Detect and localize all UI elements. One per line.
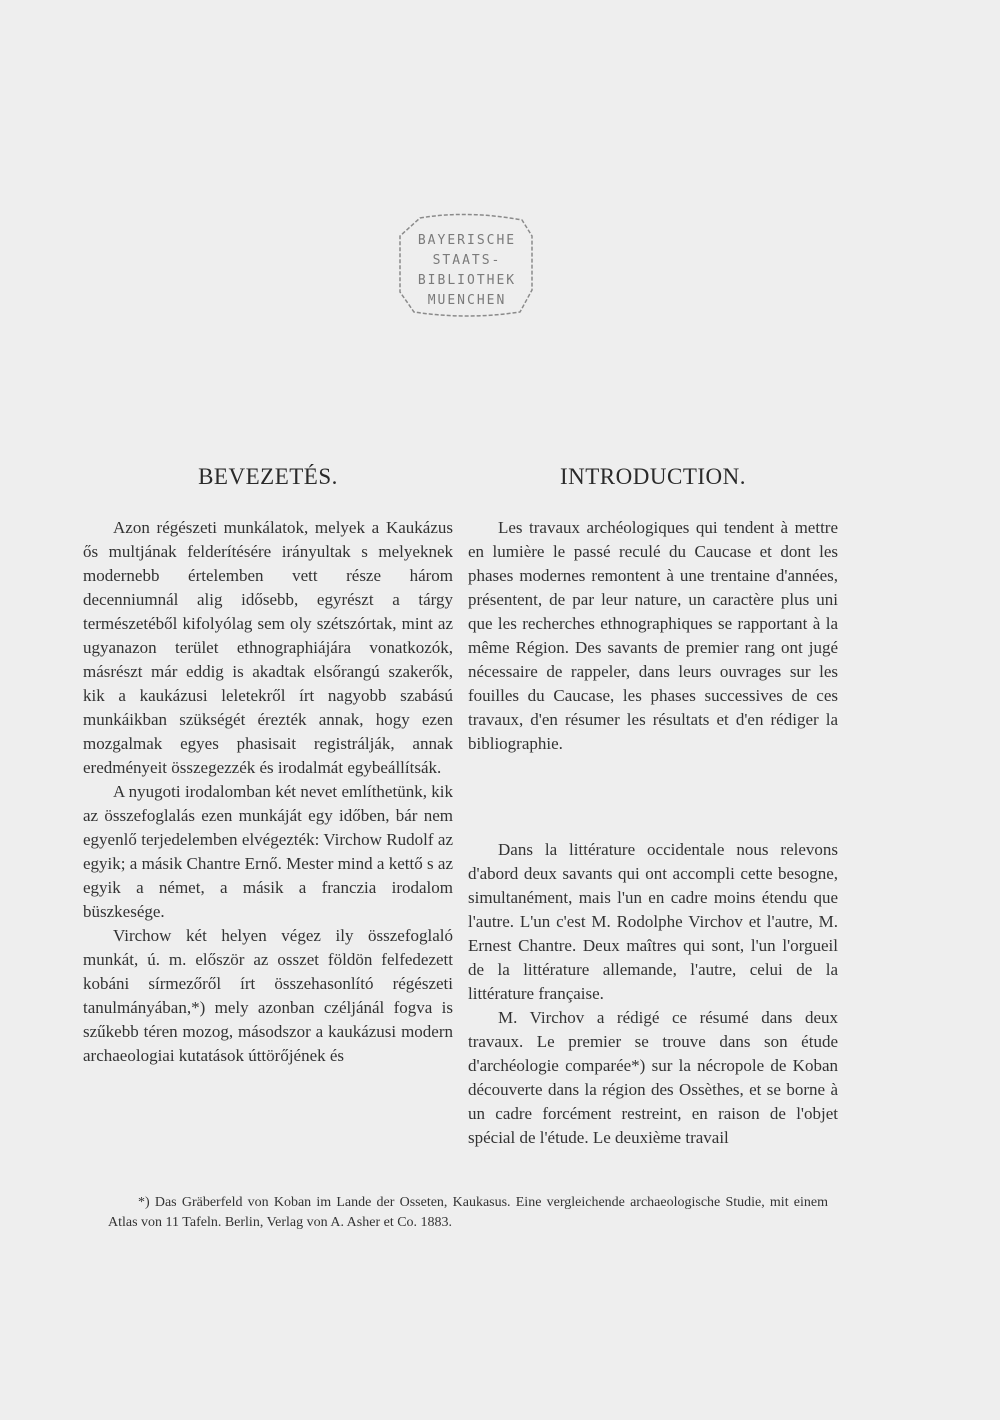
french-column (468, 462, 838, 1150)
stamp-line-4: MUENCHEN (427, 293, 507, 308)
paragraph: Virchow két helyen végez ily összefoglaló munkát, ú. m. először az osszet földön felfedezett kobáni sírmezőről írt összehasonlító régészeti tanulmányában,*) mely azonban czéljánál fogva is szűkebb téren mozog, másodszor a kaukázusi modern archaeologiai kutatások úttörőjének és (83, 926, 453, 1065)
heading-bevezetes: BEVEZETÉS. (198, 464, 338, 489)
heading-introduction: INTRODUCTION. (559, 464, 746, 489)
paragraph: Les travaux archéologiques qui tendent à mettre en lumière le passé reculé du Caucase et dont les phases modernes remontent à une trentaine d'années, présentent, de par leur nature, un caractère plus uni que les recherches ethnographiques se rapportant à la même Région. Des savants de premier rang ont jugé nécessaire de rappeler, dans leurs ouvrages sur les fouilles du Caucase, les phases successives de ces travaux, d'en résumer les résultats et d'en rédiger la bibliographie. (468, 518, 838, 753)
library-stamp (392, 212, 542, 320)
stamp-line-2: STAATS- (432, 253, 502, 268)
paragraph: A nyugoti irodalomban két nevet említhetünk, kik az összefoglalás ezen munkáját egy időben, bár nem egyenlő terjedelemben elvégezték: Virchow Rudolf az egyik; a másik Chantre Ernő. Mester mind a kettő s az egyik a német, a másik a franczia irodalom büszkesége. (83, 782, 453, 921)
stamp-line-3: BIBLIOTHEK (417, 273, 517, 288)
stamp-line-1: BAYERISCHE (417, 233, 517, 248)
paragraph: M. Virchov a rédigé ce résumé dans deux travaux. Le premier se trouve dans son étude d'archéologie comparée*) sur la nécropole de Koban découverte dans la région des Ossèthes, et se borne à un cadre forcément restreint, en raison de l'objet spécial de l'étude. Le deuxième travail (468, 1008, 838, 1147)
paragraph: Azon régészeti munkálatok, melyek a Kaukázus ős multjának felderítésére irányultak s melyeknek modernebb értelemben vett része három decenniumnál alig idősebb, egyrészt a tárgy természetéből kifolyólag sem oly szétszórtak, mint az ugyanazon terület ethnographiájára vonatkozók, másrészt már eddig is akadtak elsőrangú szakerők, kik a kaukázusi leletekről írt nagyobb szabású munkáikban szükségét érezték annak, hogy ezen mozgalmak egyes phasisait registrálják, annak eredményeit összegezzék és irodalmát egybeállítsák. (83, 518, 453, 777)
footnote: *) Das Gräberfeld von Koban im Lande der Osseten, Kaukasus. Eine vergleichende archaeologische Studie, mit einem Atlas von 11 Tafeln. Berlin, Verlag von A. Asher et Co. 1883. (108, 1195, 828, 1230)
paragraph: Dans la littérature occidentale nous relevons d'abord deux savants qui ont accompli cette besogne, simultanément, mais l'un en cadre moins étendu que l'autre. L'un c'est M. Rodolphe Virchov et l'autre, M. Ernest Chantre. Deux maîtres qui sont, l'un l'orgueil de la littérature allemande, l'autre, celui de la littérature française. (468, 840, 838, 1003)
hungarian-column (83, 462, 453, 1068)
